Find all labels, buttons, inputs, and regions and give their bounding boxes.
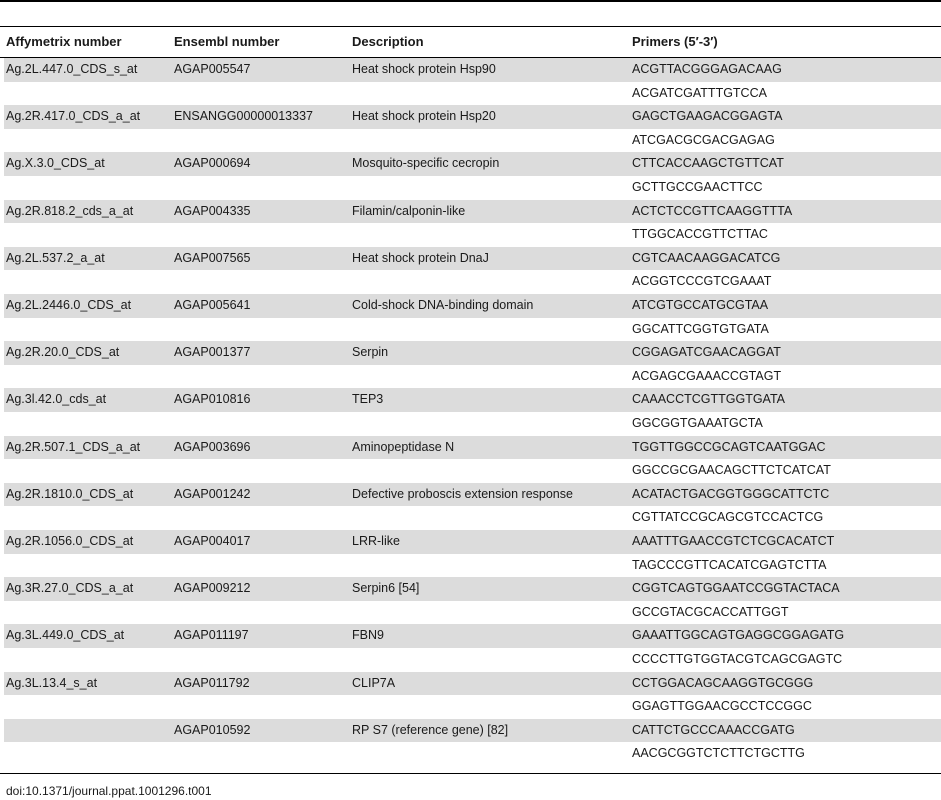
table-row-continuation xyxy=(4,223,941,247)
cell-primer-forward: ATCGTGCCATGCGTAA xyxy=(632,298,769,312)
cell-primer-reverse: TAGCCCGTTCACATCGAGTCTTA xyxy=(632,557,827,572)
cell-description: RP S7 (reference gene) [82] xyxy=(352,722,509,737)
cell-primer-forward: GAGCTGAAGACGGAGTA xyxy=(632,109,783,124)
cell-description: Defective proboscis extension response xyxy=(352,486,573,501)
table-row xyxy=(4,58,941,82)
cell-ensembl: AGAP005641 xyxy=(174,298,251,312)
cell-description: CLIP7A xyxy=(352,675,396,690)
cell-ensembl: AGAP005547 xyxy=(174,62,251,76)
cell-ensembl: AGAP004335 xyxy=(174,203,251,218)
cell-description: TEP3 xyxy=(352,392,384,407)
top-rule xyxy=(0,0,941,2)
table-header xyxy=(0,27,941,57)
table-row-continuation xyxy=(4,506,941,530)
cell-affymetrix: Ag.2L.537.2_a_at xyxy=(6,250,105,265)
cell-primer-reverse: ACGGTCCCGTCGAAAT xyxy=(632,274,772,289)
cell-ensembl: AGAP011792 xyxy=(174,675,250,690)
cell-affymetrix: Ag.3R.27.0_CDS_a_at xyxy=(6,581,134,596)
cell-primer-reverse: GCCGTACGCACCATTGGT xyxy=(632,604,789,619)
cell-ensembl: AGAP007565 xyxy=(174,250,251,265)
header-description: Description xyxy=(352,34,424,49)
cell-affymetrix: Ag.2R.507.1_CDS_a_at xyxy=(6,439,141,454)
table-row xyxy=(4,341,941,365)
cell-affymetrix: Ag.2L.447.0_CDS_s_at xyxy=(6,62,138,76)
cell-description: Heat shock protein Hsp20 xyxy=(352,109,496,124)
cell-ensembl: AGAP000694 xyxy=(174,156,251,171)
doi-caption: doi:10.1371/journal.ppat.1001296.t001 xyxy=(6,784,212,798)
table-row xyxy=(4,624,941,648)
cell-primer-forward: CGGAGATCGAACAGGAT xyxy=(632,345,781,360)
cell-ensembl: AGAP003696 xyxy=(174,439,251,454)
cell-ensembl: AGAP011197 xyxy=(174,628,249,643)
table-row xyxy=(4,530,941,554)
table-row-continuation xyxy=(4,554,941,578)
cell-description: Cold-shock DNA-binding domain xyxy=(352,298,534,312)
cell-affymetrix: Ag.2R.1056.0_CDS_at xyxy=(6,534,134,548)
cell-ensembl: AGAP001242 xyxy=(174,486,251,501)
table-row xyxy=(4,152,941,176)
cell-primer-forward: CATTCTGCCCAAACCGATG xyxy=(632,722,795,737)
cell-description: Heat shock protein DnaJ xyxy=(352,250,489,265)
cell-primer-forward: ACTCTCCGTTCAAGGTTTA xyxy=(632,203,793,218)
cell-affymetrix: Ag.3L.13.4_s_at xyxy=(6,675,98,690)
cell-description: Heat shock protein Hsp90 xyxy=(352,62,496,76)
bottom-rule xyxy=(0,773,941,774)
table-row-continuation xyxy=(4,695,941,719)
cell-affymetrix: Ag.3L.449.0_CDS_at xyxy=(6,628,125,643)
cell-primer-reverse: AACGCGGTCTCTTCTGCTTG xyxy=(632,746,805,761)
cell-description: Filamin/calponin-like xyxy=(352,203,466,218)
table-row xyxy=(4,719,941,743)
table-row-continuation xyxy=(4,648,941,672)
cell-description: LRR-like xyxy=(352,534,400,548)
cell-primer-reverse: CCCCTTGTGGTACGTCAGCGAGTC xyxy=(632,652,843,666)
cell-affymetrix: Ag.2R.818.2_cds_a_at xyxy=(6,203,134,218)
cell-description: Serpin xyxy=(352,345,389,360)
cell-primer-forward: CGGTCAGTGGAATCCGGTACTACA xyxy=(632,581,840,596)
cell-affymetrix: Ag.3l.42.0_cds_at xyxy=(6,392,107,407)
table-row xyxy=(4,200,941,224)
table-row xyxy=(4,483,941,507)
cell-primer-forward: CGTCAACAAGGACATCG xyxy=(632,250,781,265)
cell-description: Aminopeptidase N xyxy=(352,439,455,454)
cell-primer-reverse: ACGATCGATTTGTCCA xyxy=(632,85,767,100)
table-row-continuation xyxy=(4,129,941,153)
cell-affymetrix: Ag.2R.417.0_CDS_a_at xyxy=(6,109,141,124)
table-row-continuation xyxy=(4,365,941,389)
table-row-continuation xyxy=(4,318,941,342)
cell-ensembl: AGAP001377 xyxy=(174,345,251,360)
cell-ensembl: AGAP009212 xyxy=(174,581,251,596)
cell-ensembl: AGAP010816 xyxy=(174,392,251,407)
cell-primer-reverse: GCTTGCCGAACTTCC xyxy=(632,180,763,194)
cell-primer-forward: TGGTTGGCCGCAGTCAATGGAC xyxy=(632,439,826,454)
cell-affymetrix: Ag.2R.20.0_CDS_at xyxy=(6,345,120,360)
table-row xyxy=(4,672,941,696)
cell-primer-reverse: CGTTATCCGCAGCGTCCACTCG xyxy=(632,510,824,525)
cell-description: Mosquito-specific cecropin xyxy=(352,156,500,171)
header-affymetrix: Affymetrix number xyxy=(6,34,122,49)
cell-primer-reverse: ACGAGCGAAACCGTAGT xyxy=(632,368,782,383)
table-row-continuation xyxy=(4,742,941,766)
cell-primer-forward: AAATTTGAACCGTCTCGCACATCT xyxy=(632,534,835,548)
cell-description: FBN9 xyxy=(352,628,384,643)
cell-description: Serpin6 [54] xyxy=(352,581,420,596)
table-row xyxy=(4,294,941,318)
cell-affymetrix: Ag.2R.1810.0_CDS_at xyxy=(6,486,134,501)
table-row xyxy=(4,577,941,601)
table-row-continuation xyxy=(4,412,941,436)
cell-primer-reverse: GGCGGTGAAATGCTA xyxy=(632,416,763,430)
cell-primer-reverse: GGAGTTGGAACGCCTCCGGC xyxy=(632,699,812,714)
table-row-continuation xyxy=(4,82,941,106)
cell-primer-forward: GAAATTGGCAGTGAGGCGGAGATG xyxy=(632,628,845,643)
cell-ensembl: AGAP004017 xyxy=(174,534,251,548)
cell-primer-forward: ACATACTGACGGTGGGCATTCTC xyxy=(632,486,830,501)
table-row-continuation xyxy=(4,270,941,294)
table-row-continuation xyxy=(4,459,941,483)
header-primers: Primers (5′-3′) xyxy=(632,34,718,49)
table-row xyxy=(4,105,941,129)
table-row-continuation xyxy=(4,601,941,625)
table-row xyxy=(4,436,941,460)
table-body xyxy=(0,58,941,772)
cell-affymetrix: Ag.2L.2446.0_CDS_at xyxy=(6,298,132,312)
cell-primer-reverse: ATCGACGCGACGAGAG xyxy=(632,132,775,147)
cell-primer-forward: CAAACCTCGTTGGTGATA xyxy=(632,392,786,407)
cell-primer-reverse: TTGGCACCGTTCTTAC xyxy=(632,227,768,242)
cell-primer-reverse: GGCATTCGGTGTGATA xyxy=(632,321,769,336)
cell-affymetrix: Ag.X.3.0_CDS_at xyxy=(6,156,105,171)
table-row-continuation xyxy=(4,176,941,200)
cell-primer-reverse: GGCCGCGAACAGCTTCTCATCAT xyxy=(632,463,831,478)
header-ensembl: Ensembl number xyxy=(174,34,280,49)
cell-ensembl: ENSANGG00000013337 xyxy=(174,109,313,124)
table-row xyxy=(4,247,941,271)
cell-primer-forward: CTTCACCAAGCTGTTCAT xyxy=(632,156,784,171)
cell-primer-forward: ACGTTACGGGAGACAAG xyxy=(632,62,782,76)
cell-ensembl: AGAP010592 xyxy=(174,722,251,737)
table-row xyxy=(4,388,941,412)
cell-primer-forward: CCTGGACAGCAAGGTGCGGG xyxy=(632,675,814,690)
